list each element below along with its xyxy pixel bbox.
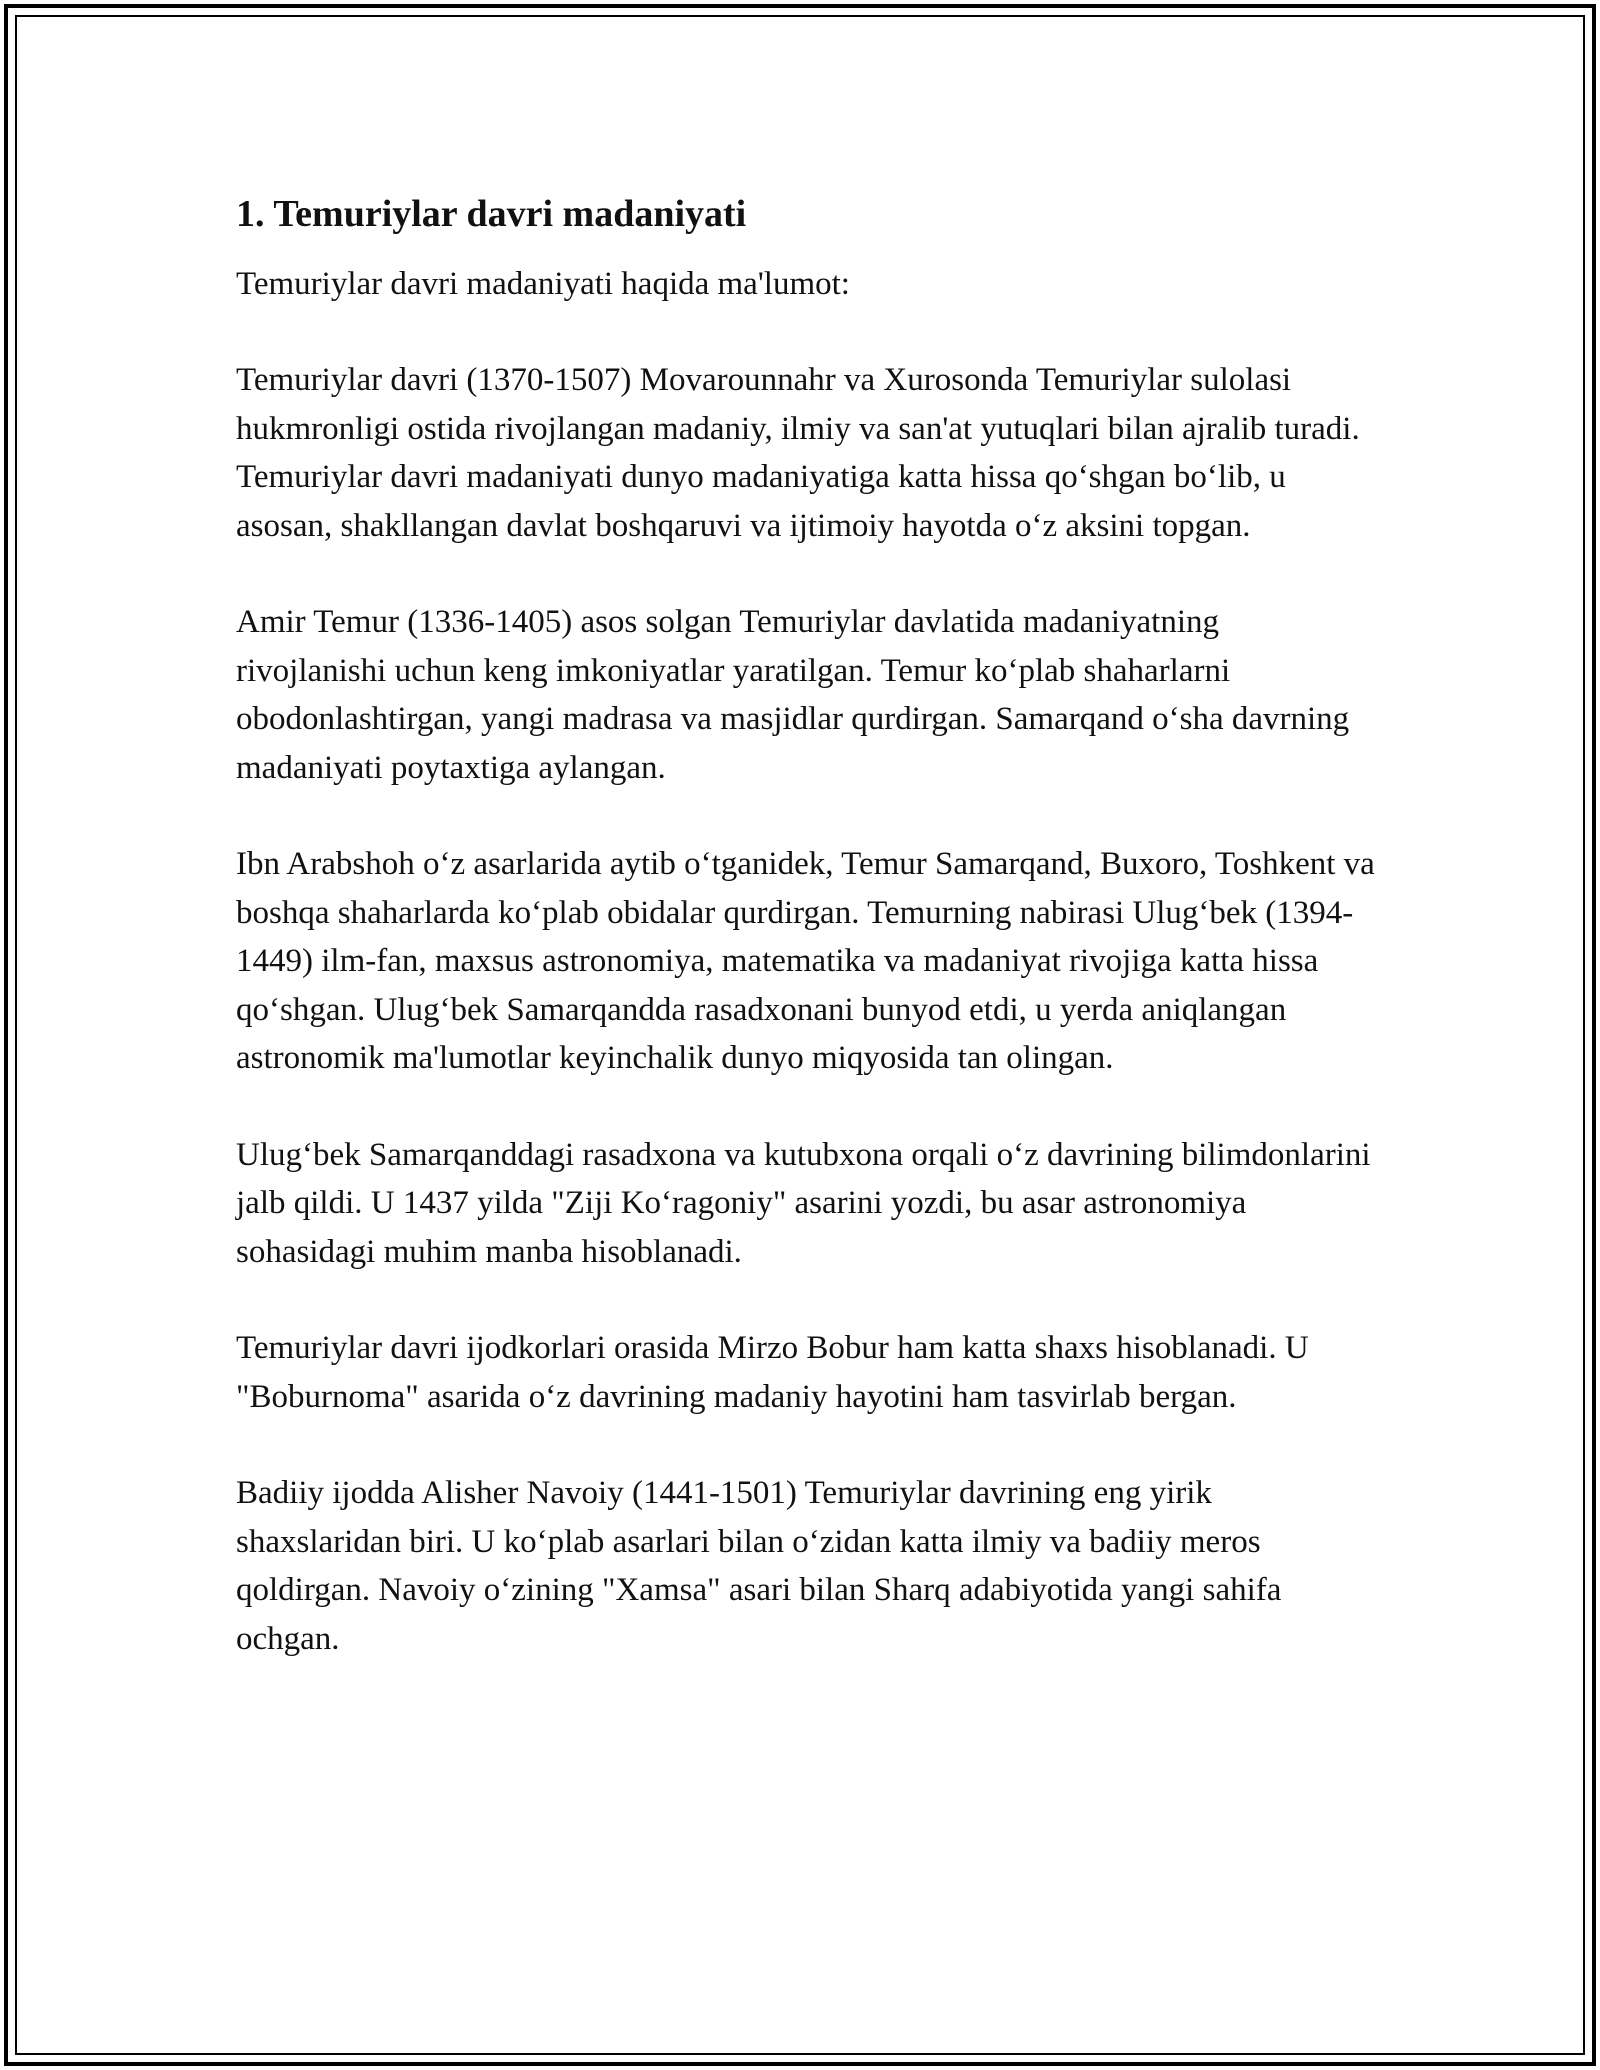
paragraph-ulugbek: Ulug‘bek Samarqanddagi rasadxona va kutubxona orqali o‘z davrining bilimdonlarini jalb qildi. U 1437 yilda "Ziji Ko‘ragoniy" asarini yozdi, bu asar astronomiya sohasidagi muhim manba hisoblanadi. (236, 1136, 1371, 1270)
intro-line: Temuriylar davri madaniyati haqida ma'lumot: (236, 266, 850, 302)
paragraph-mirzo-bobur: Temuriylar davri ijodkorlari orasida Mirzo Bobur ham katta shaxs hisoblanadi. U "Boburnoma" asarida o‘z davrining madaniy hayotini ham tasvirlab bergan. (236, 1330, 1309, 1415)
paragraph-amir-temur: Amir Temur (1336-1405) asos solgan Temuriylar davlatida madaniyatning rivojlanishi uchun keng imkoniyatlar yaratilgan. Temur ko‘plab shaharlarni obodonlashtirgan, yangi madrasa va masjidlar qurdirgan. Samarqand o‘sha davrning madaniyati poytaxtiga aylangan. (236, 604, 1350, 786)
paragraph-timurid-era: Temuriylar davri (1370-1507) Movarounnahr va Xurosonda Temuriylar sulolasi hukmronligi ostida rivojlangan madaniy, ilmiy va san'at yutuqlari bilan ajralib turadi. Temuriylar davri madaniyati dunyo madaniyatiga katta hissa qo‘shgan bo‘lib, u asosan, shakllangan davlat boshqaruvi va ijtimoiy hayotda o‘z aksini topgan. (236, 362, 1360, 544)
page-title: 1. Temuriylar davri madaniyati (236, 193, 747, 235)
document-body (236, 186, 1376, 1663)
paragraph-ibn-arabshoh: Ibn Arabshoh o‘z asarlarida aytib o‘tganidek, Temur Samarqand, Buxoro, Toshkent va boshqa shaharlarda ko‘plab obidalar qurdirgan. Temurning nabirasi Ulug‘bek (1394-1449) ilm-fan, maxsus astronomiya, matematika va madaniyat rivojiga katta hissa qo‘shgan. Ulug‘bek Samarqandda rasadxonani bunyod etdi, u yerda aniqlangan astronomik ma'lumotlar keyinchalik dunyo miqyosida tan olingan. (236, 846, 1375, 1076)
paragraph-alisher-navoiy: Badiiy ijodda Alisher Navoiy (1441-1501) Temuriylar davrining eng yirik shaxslaridan biri. U ko‘plab asarlari bilan o‘zidan katta ilmiy va badiiy meros qoldirgan. Navoiy o‘zining "Xamsa" asari bilan Sharq adabiyotida yangi sahifa ochgan. (236, 1475, 1282, 1657)
